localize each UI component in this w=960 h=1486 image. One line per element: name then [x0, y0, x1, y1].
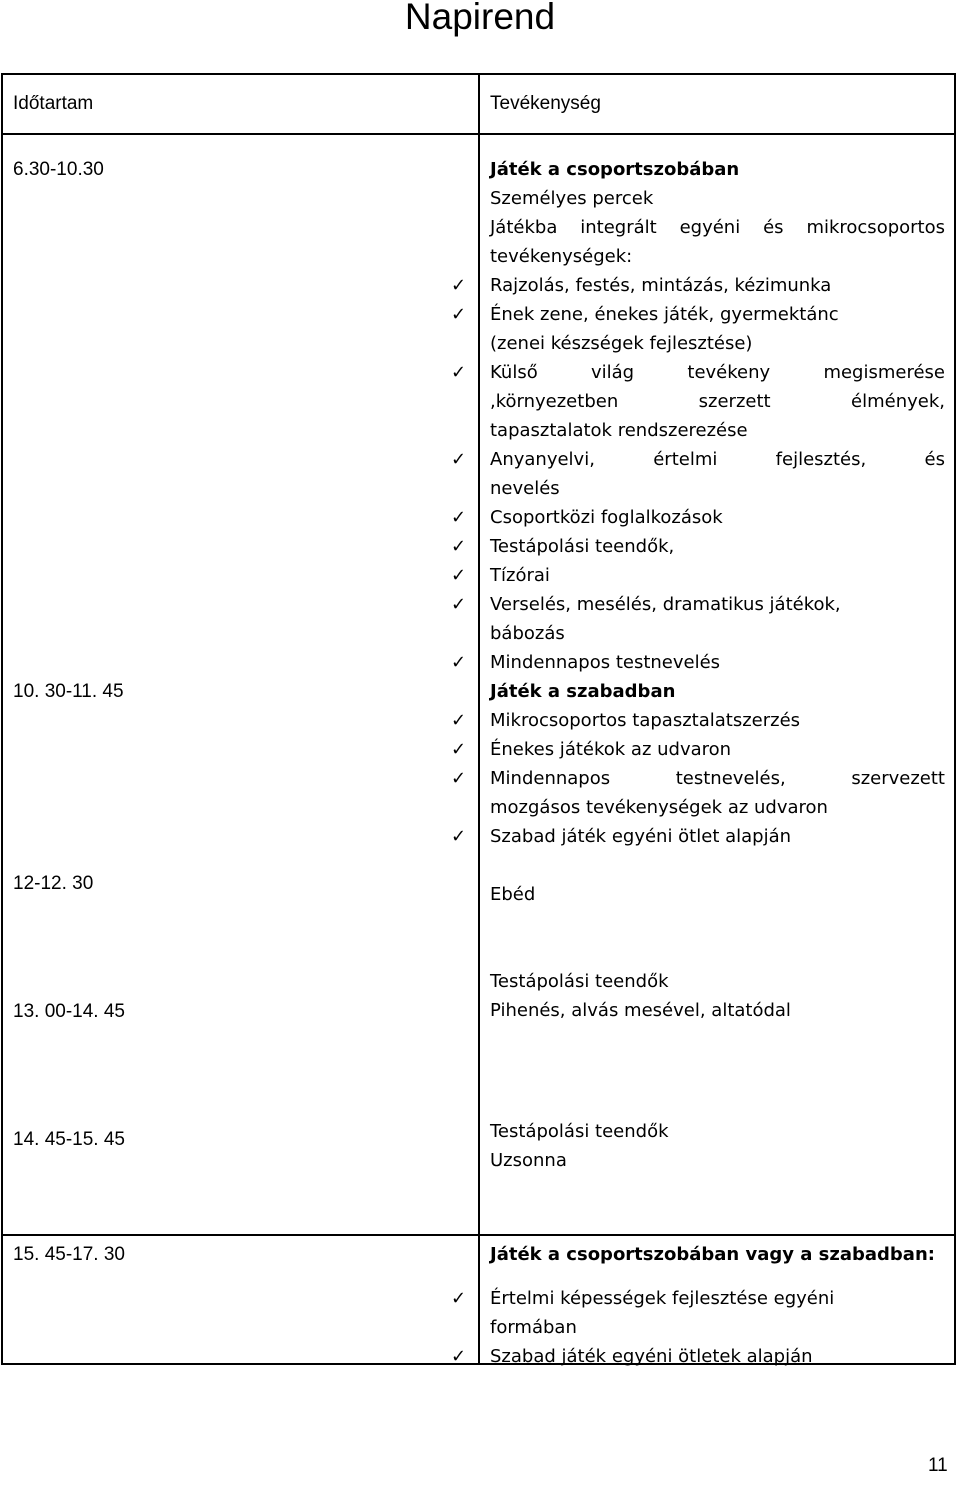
activity-line: Személyes percek	[490, 188, 654, 209]
list-item: ✓ Testápolási teendők,	[415, 532, 945, 561]
list-item: ✓ Csoportközi foglalkozások	[415, 503, 945, 532]
activity-line: Ebéd	[490, 884, 536, 905]
row-activity	[490, 1240, 945, 1269]
header-activity: Tevékenység	[490, 93, 601, 114]
check-icon: ✓	[451, 362, 467, 383]
check-icon: ✓	[451, 565, 467, 586]
check-icon: ✓	[451, 304, 467, 325]
list-item: ✓ Külső világ tevékeny megismerése ,környezetben szerzett élmények, tapasztalatok rendszerezése	[415, 358, 945, 445]
list-item: ✓ Mindennapos testnevelés	[415, 648, 945, 677]
list-item: ✓ Tízórai	[415, 561, 945, 590]
check-icon: ✓	[451, 652, 467, 673]
row-time: 12-12. 30	[13, 873, 94, 894]
row-activity	[490, 880, 535, 909]
activity-heading: Játék a csoportszobában	[490, 159, 740, 180]
activity-heading: Játék a csoportszobában vagy a szabadban:	[490, 1244, 935, 1265]
page-number: 11	[928, 1455, 948, 1476]
check-icon: ✓	[451, 739, 467, 760]
row-activity	[490, 677, 945, 706]
activity-heading: Játék a szabadban	[490, 681, 676, 702]
list-item: ✓ Mikrocsoportos tapasztalatszerzés	[415, 706, 945, 735]
row-activity	[490, 967, 791, 1025]
activity-line: Testápolási teendők	[490, 1121, 669, 1142]
activity-line: tevékenységek:	[490, 246, 633, 267]
list-item: ✓ Szabad játék egyéni ötletek alapján	[415, 1342, 945, 1371]
activity-line: Játékba integrált egyéni és mikrocsoportos	[490, 217, 945, 238]
row-time: 6.30-10.30	[13, 159, 104, 180]
check-icon: ✓	[451, 536, 467, 557]
check-icon: ✓	[451, 275, 467, 296]
checklist	[451, 706, 945, 851]
check-icon: ✓	[451, 826, 467, 847]
row-activity	[490, 1117, 669, 1175]
list-item: ✓ Verselés, mesélés, dramatikus játékok, bábozás	[415, 590, 945, 648]
row-time: 10. 30-11. 45	[13, 681, 124, 702]
row-time: 13. 00-14. 45	[13, 1001, 125, 1022]
check-icon: ✓	[451, 594, 467, 615]
page-title: Napirend	[404, 0, 556, 37]
check-icon: ✓	[451, 1346, 467, 1367]
check-icon: ✓	[451, 768, 467, 789]
check-icon: ✓	[451, 710, 467, 731]
checklist	[451, 271, 945, 677]
list-item: ✓ Rajzolás, festés, mintázás, kézimunka	[415, 271, 945, 300]
activity-line: Testápolási teendők	[490, 971, 669, 992]
list-item: ✓ Mindennapos testnevelés, szervezett mozgásos tevékenységek az udvaron	[415, 764, 945, 822]
check-icon: ✓	[451, 449, 467, 470]
list-item: ✓ Ének zene, énekes játék, gyermektánc (zenei készségek fejlesztése)	[415, 300, 945, 358]
list-item: ✓ Szabad játék egyéni ötlet alapján	[415, 822, 945, 851]
activity-line: Uzsonna	[490, 1150, 567, 1171]
activity-line: Pihenés, alvás mesével, altatódal	[490, 1000, 791, 1021]
header-time: Időtartam	[13, 93, 94, 114]
checklist	[451, 1284, 945, 1371]
row-time: 14. 45-15. 45	[13, 1129, 125, 1150]
row-time: 15. 45-17. 30	[13, 1244, 125, 1265]
check-icon: ✓	[451, 507, 467, 528]
schedule-table	[1, 73, 956, 1365]
list-item: ✓ Értelmi képességek fejlesztése egyéni formában	[415, 1284, 945, 1342]
list-item: ✓ Anyanyelvi, értelmi fejlesztés, és nevelés	[415, 445, 945, 503]
list-item: ✓ Énekes játékok az udvaron	[415, 735, 945, 764]
row-activity	[490, 155, 945, 271]
check-icon: ✓	[451, 1288, 467, 1309]
